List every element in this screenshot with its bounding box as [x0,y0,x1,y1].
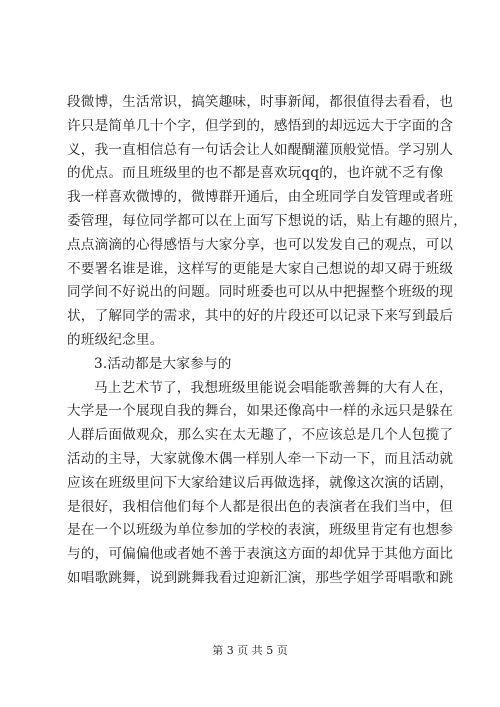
paragraph-line: 马上艺术节了，我想班级里能说会唱能歌善舞的大有人在， [94,379,453,396]
paragraph-line: 许只是简单几十个字，但学到的，感悟到的却远远大于字面的含 [67,117,454,134]
page-number-footer: 第 3 页 共 5 页 [212,644,288,657]
paragraph-line: 点点滴滴的心得感悟与大家分享，也可以发发自己的观点，可以 [67,236,454,253]
paragraph-line: 的优点。而且班级里的也不都是喜欢玩qq的，也许就不乏有像 [67,165,444,182]
paragraph-line: 活动的主导，大家就像木偶一样别人牵一下动一下，而且活动就 [67,450,454,467]
document-body [67,91,468,591]
paragraph-line: 的班级纪念里。 [67,331,164,348]
paragraph-line: 我一样喜欢微博的，微博群开通后，由全班同学自发管理或者班 [67,189,454,206]
paragraph-line: 不要署名谁是谁，这样写的更能是大家自己想说的却又碍于班级 [67,260,454,277]
paragraph-line: 如唱歌跳舞，说到跳舞我看过迎新汇演，那些学姐学哥唱歌和跳 [67,569,454,586]
paragraph-line: 应该在班级里问下大家给建议后再做选择，就像这次演的话剧， [67,474,454,491]
paragraph-line: 状，了解同学的需求，其中的好的片段还可以记录下来写到最后 [67,308,454,325]
paragraph-line: 委管理，每位同学都可以在上面写下想说的话，贴上有趣的照片， [67,212,468,229]
paragraph-line: 段微博，生活常识，搞笑趣味，时事新闻，都很值得去看看，也 [67,94,454,110]
paragraph-line: 人群后面做观众，那么实在太无趣了，不应该总是几个人包揽了 [67,427,454,444]
paragraph-line: 是很好，我相信他们每个人都是很出色的表演者在我们当中，但 [67,498,454,515]
paragraph-line: 大学是一个展现自我的舞台，如果还像高中一样的永远只是躲在 [67,403,454,420]
section-heading: 3.活动都是大家参与的 [94,355,232,372]
paragraph-line: 同学间不好说出的问题。同时班委也可以从中把握整个班级的现 [67,284,454,301]
paragraph-line: 是在一个以班级为单位参加的学校的表演，班级里肯定有也想参 [67,522,454,539]
paragraph-line: 与的，可偏偏他或者她不善于表演这方面的却优异于其他方面比 [67,546,454,563]
paragraph-line: 义，我一直相信总有一句话会让人如醍醐灌顶般觉悟。学习别人 [67,141,454,158]
